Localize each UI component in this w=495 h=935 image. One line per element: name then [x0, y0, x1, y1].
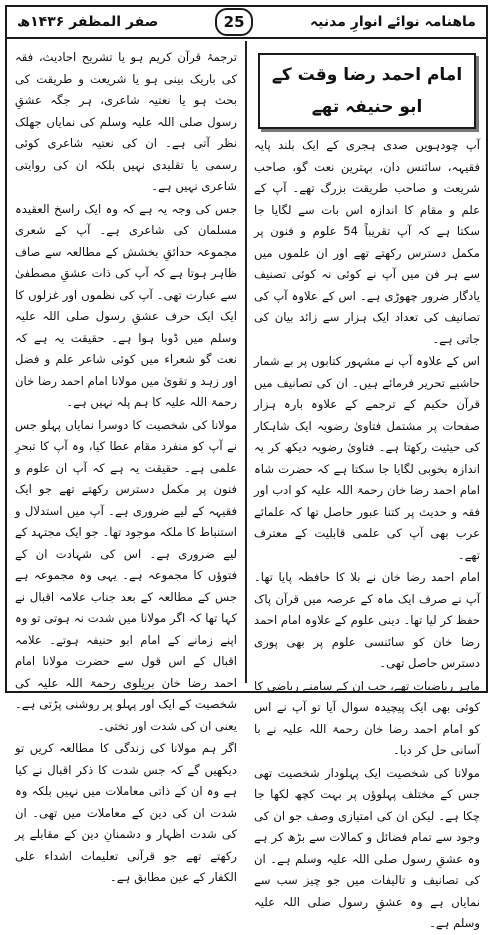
paragraph: آپ چودہویں صدی ہجری کے ایک بلند پایہ فقیہہ، سائنس دان، بہترین نعت گو، صاحب شریعت و صاحب طریقت بزرگ تھے۔ آپ کے علم و مقام کا اندازہ اس بات سے لگایا جا سکتا ہے کہ آپ تقریباً 54 علوم و فنون پر مکمل دسترس رکھتے تھے اور ان علموں میں سے ہر فن میں آپ نے کوئی نہ کوئی تصنیف یادگار ضرور چھوڑی ہے۔ اس کے علاوہ آپ کی تصانیف کی تعداد ایک ہزار سے زائد بیان کی جاتی ہے۔ [254, 138, 480, 346]
column-divider [245, 41, 247, 683]
issue-month: صفر المظفر ۱۴۳۶ھ [17, 14, 159, 30]
paragraph: اگر ہم مولانا کی زندگی کا مطالعہ کریں تو دیکھیں گے کہ جس شدت کا ذکر اقبال نے کیا ہے وہ ان کے ذاتی معاملات میں نہیں بلکہ وہ شدت ان کی دین کے معاملات میں تھی۔ ان کی شدت اظہار و دشمنانِ دین کے مقابلے پر رکھتے تھے جو قرآنی تعلیمات اشداء علی الکفار کے عین مطابق ہے۔ [15, 741, 237, 884]
left-column [9, 43, 243, 884]
page-header [7, 7, 486, 39]
paragraph: جس کی وجہ یہ ہے کہ وہ ایک راسخ العقیدہ مسلمان کی شاعری ہے۔ آپ کے شعری مجموعہ حدائقِ بخشش کے مطالعہ سے صاف ظاہر ہوتا ہے کہ آپ کی ذات عشقِ مصطفیٰ سے عبارت تھی۔ آپ کی نظموں اور غزلوں کا ایک ایک حرف عشقِ رسول صلی اللہ علیہ وسلم میں ڈوبا ہوا ہے۔ حقیقت یہ ہے کہ نعت گو شعراء میں کوئی شاعر علم و فضل اور زہد و تقویٰ میں مولانا امام احمد رضا خان رحمۃ اللہ علیہ کا ہم پلہ نہیں ہے۔ [15, 201, 237, 409]
magazine-page [5, 5, 488, 930]
paragraph: امام احمد رضا خان نے بلا کا حافظہ پایا تھا۔ آپ نے صرف ایک ماہ کے عرصہ میں قرآن پاک حفظ کر لیا تھا۔ دینی علوم کے علاوہ امام احمد رضا خان کو سائنسی علوم پر بھی پوری دسترس حاصل تھی۔ [254, 570, 480, 670]
paragraph: مولانا کی شخصیت کا دوسرا نمایاں پہلو جس نے آپ کو منفرد مقام عطا کیا، وہ آپ کا تبحرِ علمی ہے۔ حقیقت یہ ہے کہ آپ ان علوم و فنون پر مکمل دسترس رکھتے تھے جو ایک فقیہہ کے لیے ضروری ہے۔ آپ میں استدلال و استنباط کا ملکہ موجود تھا۔ جو ایک مجتہد کے لیے ضروری ہے۔ اس کی شہادت ان کے فتوؤں کا مجموعہ ہے۔ یہی وہ مجموعہ ہے جس کے مطالعہ کے بعد جناب علامہ اقبال نے کہا تھا کہ اگر مولانا میں شدت نہ ہوتی تو وہ اپنے زمانے کے امام ابو حنیفہ ہوتے۔ علامہ اقبال کے اس قول سے حضرت مولانا امام احمد رضا خان بریلوی رحمۃ اللہ علیہ کی شخصیت کے ایک اور پہلو پر روشنی پڑتی ہے۔ یعنی ان کی شدت اور تختی۔ [15, 417, 237, 733]
paragraph: مولانا کی شخصیت ایک پہلودار شخصیت تھی جس کے مختلف پہلوؤں پر بہت کچھ لکھا جا چکا ہے۔ لیکن ان کی امتیازی وصف جو ان کی وجود سے تمام فضائل و کمالات سے بڑھ کر ہے وہ عشقِ رسول صلی اللہ علیہ وسلم ہے۔ ان کی تصانیف و تالیفات میں جو چیز سب سے نمایاں ہے وہ عشقِ رسول صلی اللہ علیہ وسلم ہے۔ [254, 765, 480, 930]
paragraph: ماہر ریاضیات تھے، جب ان کے سامنے ریاضی کا کوئی بھی ایک پیچیدہ سوال آیا تو آپ نے اس کو امام احمد رضا خان رحمۃ اللہ علیہ نے با آسانی حل کر دیا۔ [254, 678, 480, 757]
article-title: امام احمد رضا وقت کے ابو حنیفہ تھے [258, 53, 476, 129]
paragraph: ترجمۂ قرآن کریم ہو یا تشریح احادیث، فقہ کی باریک بینی ہو یا شریعت و طریقت کی بحث ہو یا نعتیہ شاعری، ہر جگہ عشقِ رسول صلی اللہ علیہ وسلم کی نمایاں جھلک نظر آتی ہے۔ ان کی نعتیہ شاعری کوئی رسمی یا تقلیدی نہیں بلکہ ان کی روایتی شاعری نہیں ہے۔ [15, 50, 237, 193]
page-number: 25 [215, 8, 253, 36]
right-column [248, 49, 486, 930]
magazine-name: ماهنامہ نوائے انوارِ مدنیہ [309, 14, 476, 30]
paragraph: اس کے علاوہ آپ نے مشہور کتابوں پر بے شمار حاشیے تحریر فرمائے ہیں۔ ان کی تصانیف میں قرآن حکیم کے ترجمے کے علاوہ بارہ ہزار صفحات پر مشتمل فتاویٰ رضویہ ایک شاہکار کی حیثیت رکھتا ہے۔ فتاویٰ رضویہ دیکھ کر یہ اندازہ بخوبی لگایا جا سکتا ہے کہ حضرت شاہ امام احمد رضا خان رحمۃ اللہ علیہ کو ادب اور فقہ و حدیث پر کتنا عبور حاصل تھا کہ علمائے عرب بھی آپ کی علمی قابلیت کے معترف تھے۔ [254, 354, 480, 562]
